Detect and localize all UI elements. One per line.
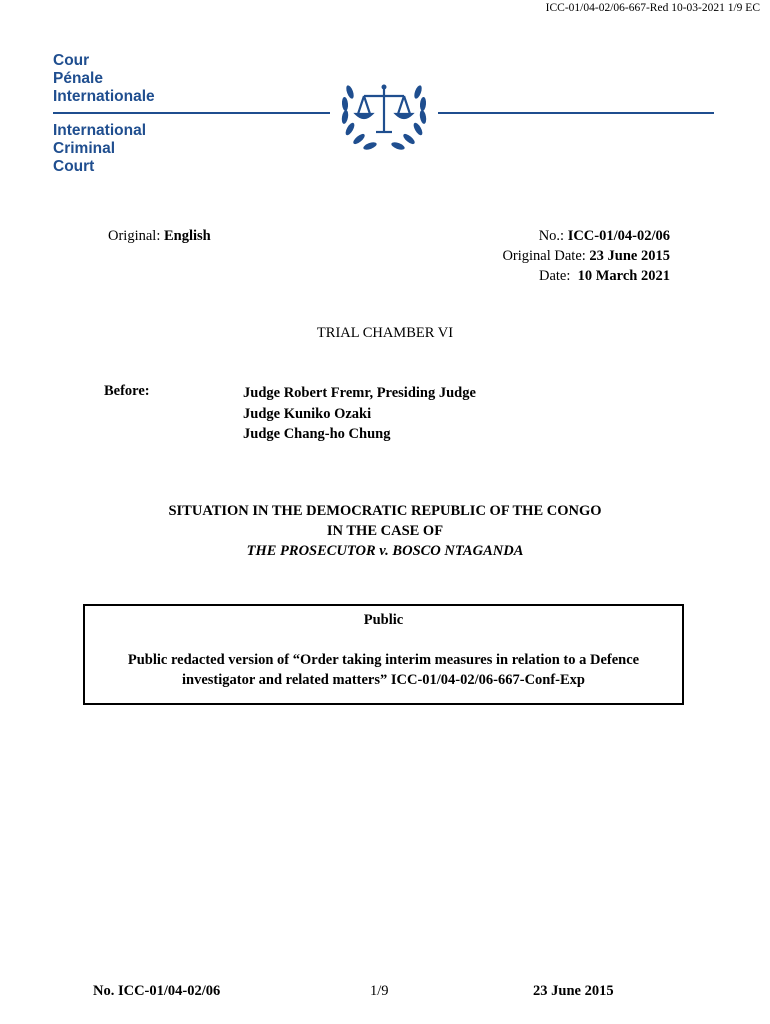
scales-of-justice-laurel-icon: [334, 62, 434, 162]
footer-page-number: 1/9: [370, 983, 389, 999]
date-row: [502, 266, 670, 286]
logo-rule-left: [53, 112, 330, 114]
chamber-heading: TRIAL CHAMBER VI: [316, 325, 454, 341]
logo-en-line: Court: [53, 158, 95, 175]
document-meta: [502, 226, 670, 286]
original-date-row: [502, 246, 670, 266]
logo-fr-line: Pénale: [53, 70, 103, 87]
footer-case-number: No. ICC-01/04-02/06: [93, 983, 221, 999]
in-the-case-line: IN THE CASE OF: [326, 523, 444, 539]
original-language-label: Original:: [108, 228, 161, 244]
case-number-value: ICC-01/04-02/06: [567, 228, 670, 244]
date-label: Date:: [538, 268, 571, 284]
document-stamp: ICC-01/04-02/06-667-Red 10-03-2021 1/9 EC: [545, 2, 760, 14]
situation-line: SITUATION IN THE DEMOCRATIC REPUBLIC OF THE CONGO: [168, 503, 602, 519]
court-name-french: [53, 52, 155, 106]
original-date-label: Original Date:: [502, 248, 586, 264]
document-title-box: [83, 604, 684, 705]
case-name: THE PROSECUTOR v. BOSCO NTAGANDA: [246, 543, 524, 559]
judge-name: Judge Robert Fremr, Presiding Judge: [243, 385, 476, 401]
classification-label: Public: [363, 612, 404, 628]
logo-en-line: International: [53, 122, 147, 139]
date-value: 10 March 2021: [577, 268, 670, 284]
judges-list: [243, 383, 476, 445]
judge-name: Judge Kuniko Ozaki: [243, 405, 372, 422]
judge-name: Judge Chang-ho Chung: [243, 426, 391, 442]
logo-en-line: Criminal: [53, 140, 116, 157]
case-number-row: [502, 226, 670, 246]
logo-rule-right: [438, 112, 714, 114]
court-name-english: [53, 122, 146, 176]
document-title: Public redacted version of “Order taking interim measures in relation to a Defence investigator and related matters” ICC-01/04-02/06-667-Conf-Exp: [127, 652, 640, 688]
original-language-value: English: [163, 228, 211, 244]
case-heading: [0, 501, 770, 561]
footer-date: 23 June 2015: [533, 983, 614, 999]
before-label: Before:: [104, 383, 150, 399]
logo-fr-line: Cour: [53, 52, 90, 69]
case-number-label: No.:: [538, 228, 565, 244]
original-language: [108, 226, 211, 246]
original-date-value: 23 June 2015: [589, 248, 670, 264]
logo-fr-line: Internationale: [53, 88, 155, 105]
